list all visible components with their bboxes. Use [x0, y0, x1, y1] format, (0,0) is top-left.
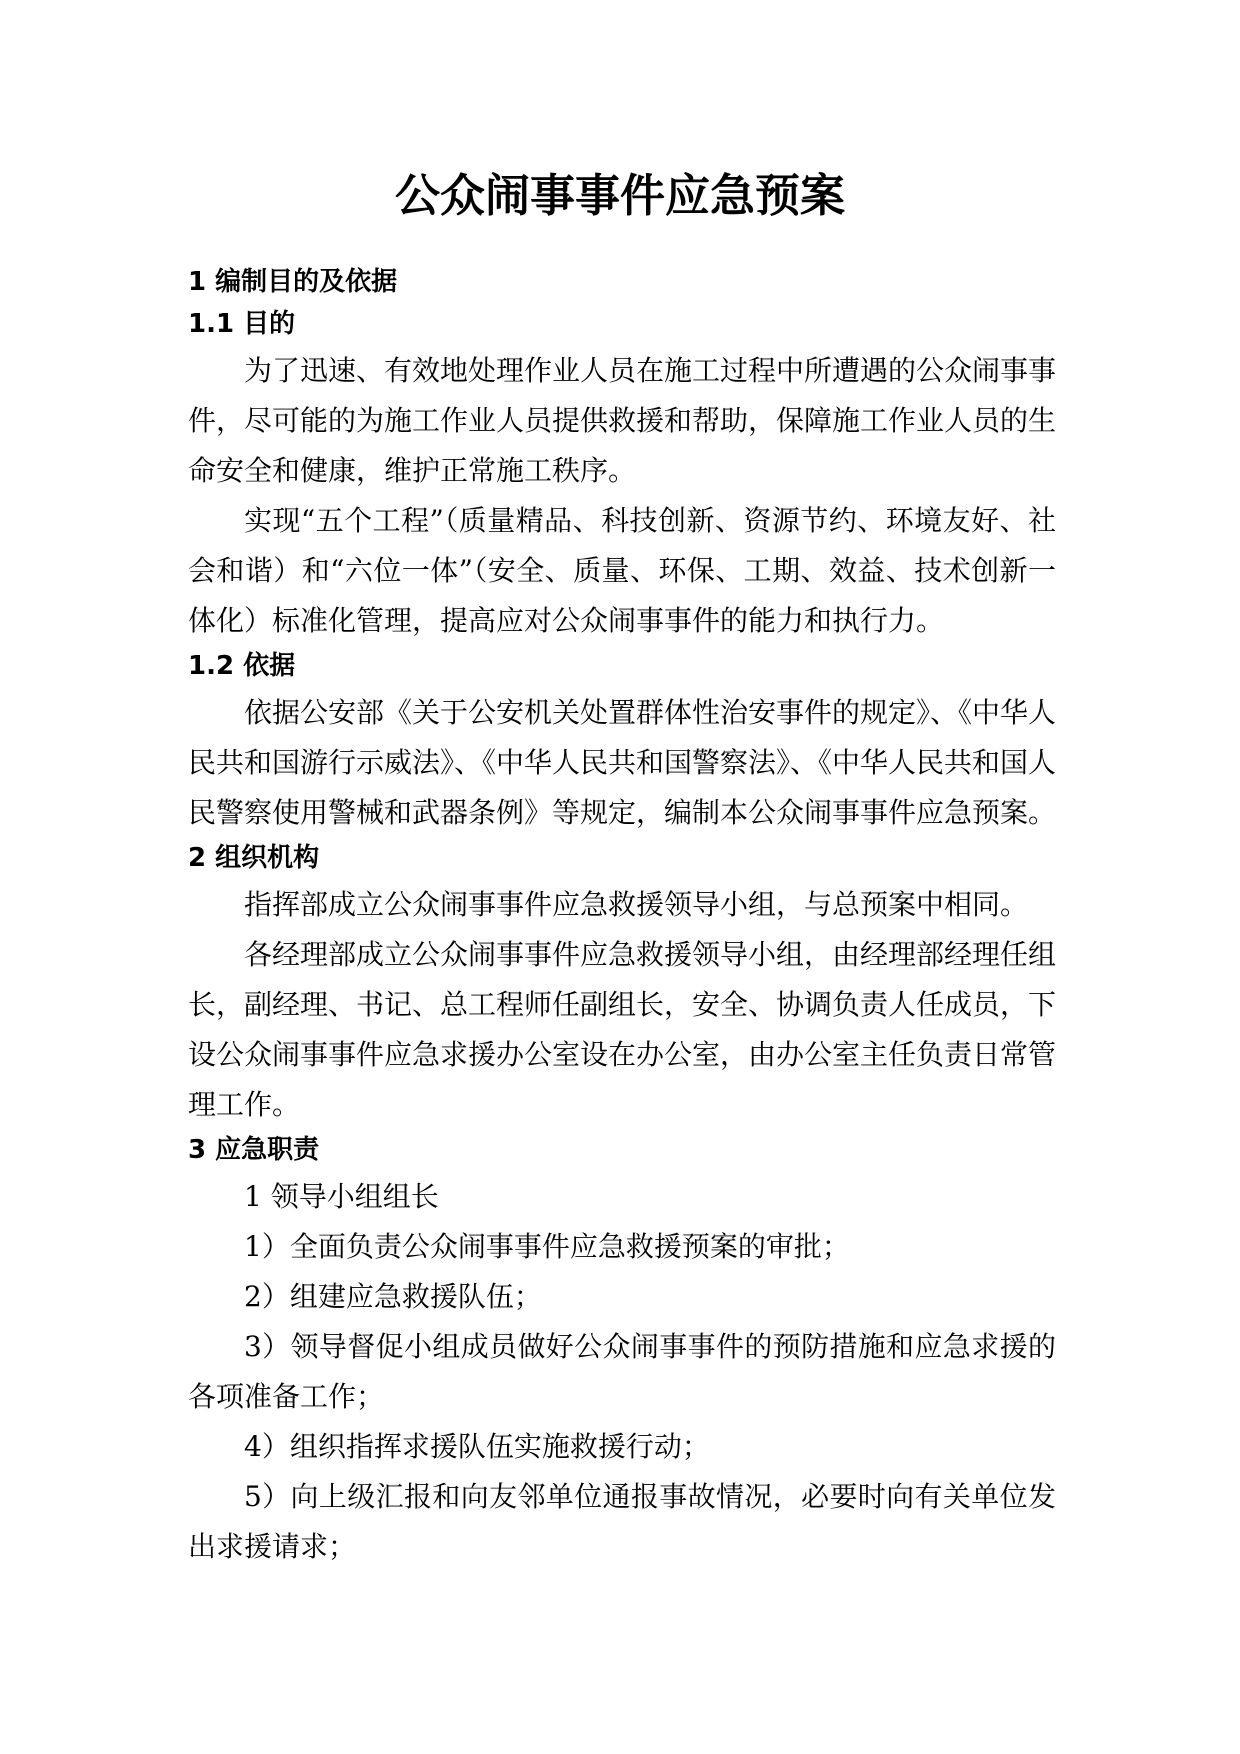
paragraph: 依据公安部《关于公安机关处置群体性治安事件的规定》、《中华人民共和国游行示威法》、《中华人民共和国警察法》、《中华人民共和国人民警察使用警械和武器条例》等规定，编制本公众闹事事件应急预案。 — [188, 696, 1057, 829]
list-item: 2）组建应急救援队伍； — [244, 1280, 542, 1313]
paragraph: 为了迅速、有效地处理作业人员在施工过程中所遭遇的公众闹事事件，尽可能的为施工作业人员提供救援和帮助，保障施工作业人员的生命安全和健康，维护正常施工秩序。 — [188, 354, 1057, 487]
section-heading-1-1: 1.1 目的 — [188, 309, 296, 339]
paragraph: 指挥部成立公众闹事事件应急救援领导小组，与总预案中相同。 — [244, 888, 1029, 921]
paragraph: 各经理部成立公众闹事事件应急救援领导小组，由经理部经理任组长，副经理、书记、总工程师任副组长，安全、协调负责人任成员，下设公众闹事事件应急求援办公室设在办公室，由办公室主任负责日常管理工作。 — [188, 938, 1057, 1121]
list-item: 5）向上级汇报和向友邻单位通报事故情况，必要时向有关单位发出求援请求； — [188, 1480, 1056, 1563]
section-heading-1-2: 1.2 依据 — [188, 651, 296, 681]
document-title: 公众闹事事件应急预案 — [394, 169, 845, 222]
document-body — [188, 262, 1056, 1572]
section-heading-1: 1 编制目的及依据 — [188, 267, 398, 297]
paragraph: 实现“五个工程”（质量精品、科技创新、资源节约、环境友好、社会和谐）和“六位一体”（安全、质量、环保、工期、效益、技术创新一体化）标准化管理，提高应对公众闹事事件的能力和执行力。 — [188, 504, 1056, 637]
list-item: 3）领导督促小组成员做好公众闹事事件的预防措施和应急求援的各项准备工作； — [188, 1330, 1056, 1413]
section-heading-3: 3 应急职责 — [188, 1135, 320, 1165]
list-item: 1 领导小组组长 — [244, 1180, 439, 1213]
list-item: 4）组织指挥求援队伍实施救援行动； — [244, 1430, 710, 1463]
section-heading-2: 2 组织机构 — [188, 843, 320, 873]
list-item: 1）全面负责公众闹事事件应急救援预案的审批； — [244, 1230, 850, 1263]
